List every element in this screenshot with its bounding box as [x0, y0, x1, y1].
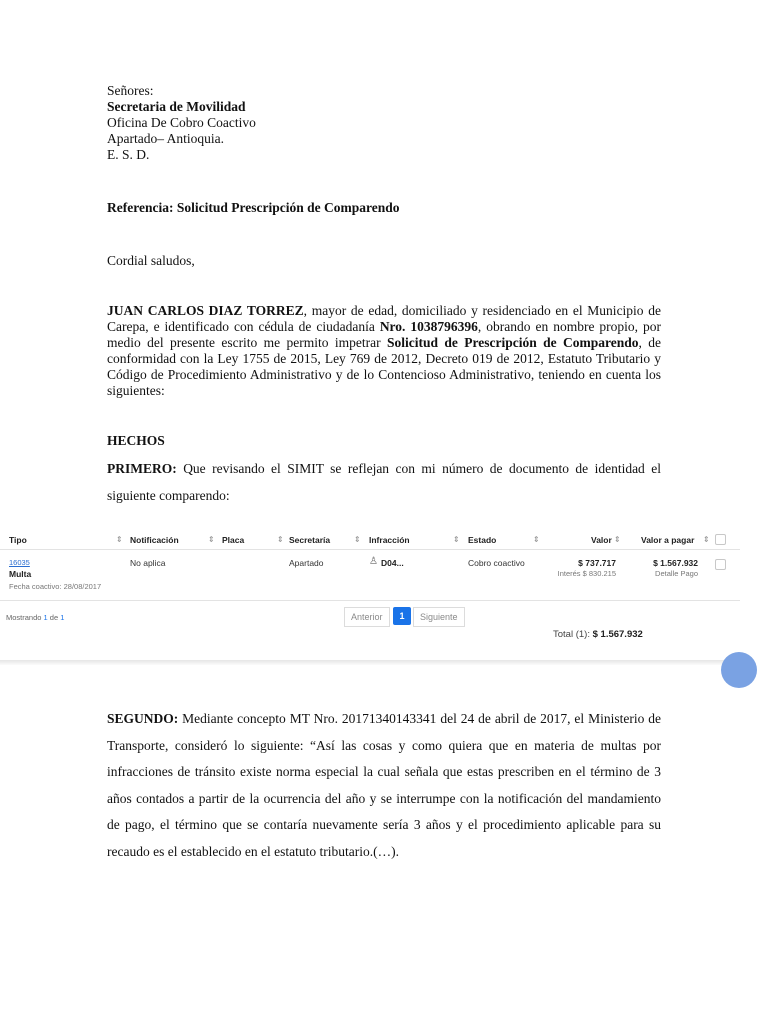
sort-icon[interactable]: ⇕	[453, 535, 460, 544]
comparendo-link[interactable]: 16035	[9, 558, 30, 567]
showing-prefix: Mostrando	[6, 613, 44, 622]
pager-page-button[interactable]: 1	[393, 607, 411, 625]
simit-table	[0, 521, 740, 661]
row-secretaria: Apartado	[289, 558, 324, 568]
col-estado[interactable]: Estado	[468, 535, 497, 545]
intro-text-2: , obrando en nombre propio, por medio del presente escrito me permito impetrar	[107, 319, 661, 350]
sort-icon[interactable]: ⇕	[354, 535, 361, 544]
recipient-office: Oficina De Cobro Coactivo	[107, 115, 256, 130]
recipient-city: Apartado– Antioquia.	[107, 131, 224, 146]
table-total	[553, 629, 643, 640]
reference-line	[107, 200, 661, 216]
row-notificacion: No aplica	[130, 558, 166, 568]
sort-icon[interactable]: ⇕	[277, 535, 284, 544]
reference-text: : Solicitud Prescripción de Comparendo	[168, 200, 400, 215]
row-valor: $ 737.717	[578, 558, 616, 568]
col-valor[interactable]: Valor	[591, 535, 612, 545]
sort-icon[interactable]: ⇕	[208, 535, 215, 544]
intro-paragraph	[107, 303, 661, 399]
row-estado: Cobro coactivo	[468, 558, 525, 568]
sort-icon[interactable]: ⇕	[533, 535, 540, 544]
table-bottom-border	[0, 660, 740, 665]
row-interes: Interés $ 830.215	[557, 569, 616, 578]
col-notificacion[interactable]: Notificación	[130, 535, 179, 545]
intro-text-1: , mayor de edad, domiciliado y residenciado en el Municipio de Carepa, e identificado con cédula de ciudadanía	[107, 303, 661, 334]
sort-icon[interactable]: ⇕	[614, 535, 621, 544]
floating-action-button[interactable]	[721, 652, 757, 688]
salutation: Señores:	[107, 83, 154, 98]
total-label: Total (1):	[553, 629, 593, 640]
pager-prev-button[interactable]: Anterior	[344, 607, 390, 627]
row-fecha-coactivo: Fecha coactivo: 28/08/2017	[9, 582, 102, 591]
fact-one-label: PRIMERO:	[107, 461, 177, 476]
col-tipo[interactable]: Tipo	[9, 535, 27, 545]
petitioner-name: JUAN CARLOS DIAZ TORREZ	[107, 303, 304, 318]
row-valor-pagar: $ 1.567.932	[653, 558, 698, 568]
showing-mid: de	[47, 613, 61, 622]
sort-icon[interactable]: ⇕	[116, 535, 123, 544]
row-checkbox[interactable]	[715, 559, 726, 570]
facts-heading: HECHOS	[107, 433, 165, 448]
fact-two	[107, 706, 661, 866]
col-placa[interactable]: Placa	[222, 535, 245, 545]
total-value: $ 1.567.932	[592, 629, 643, 640]
recipient-entity: Secretaria de Movilidad	[107, 99, 246, 114]
request-title: Solicitud de Prescripción de Comparendo	[387, 335, 639, 350]
row-infraccion[interactable]: D04...	[381, 558, 404, 568]
greeting: Cordial saludos,	[107, 253, 195, 268]
reference-label: Referencia	[107, 200, 169, 215]
col-infraccion[interactable]: Infracción	[369, 535, 410, 545]
recipient-esd: E. S. D.	[107, 147, 150, 162]
fact-two-text: Mediante concepto MT Nro. 20171340143341 del 24 de abril de 2017, el Ministerio de Transporte, consideró lo siguiente: “Así las cosas y como quiera que en materia de multas por infracciones de tránsito existe norma especial la cual señala que estas prescriben en el término de 3 años contados a partir de la ocurrencia del año y se interrumpe con la notificación del mandamiento de pago, el término que se contaría nuevamente sería 3 años y el procedimiento aplicable para su recaudo es el establecido en el estatuto tributario.(…).	[107, 711, 661, 859]
col-secretaria[interactable]: Secretaría	[289, 535, 331, 545]
fact-two-label: SEGUNDO:	[107, 711, 179, 726]
petitioner-id: Nro. 1038796396	[379, 319, 478, 334]
row-divider	[0, 600, 740, 601]
row-tipo: Multa	[9, 569, 32, 579]
fact-one-text: Que revisando el SIMIT se reflejan con mi número de documento de identidad el siguiente comparendo:	[107, 461, 661, 503]
showing-from: 1	[43, 613, 48, 622]
detalle-pago-link[interactable]: Detalle Pago	[655, 569, 698, 578]
person-icon: ♙	[369, 556, 378, 567]
showing-to: 1	[60, 613, 65, 622]
select-all-checkbox[interactable]	[715, 534, 726, 545]
col-valor-pagar[interactable]: Valor a pagar	[641, 535, 695, 545]
pager-next-button[interactable]: Siguiente	[413, 607, 465, 627]
fact-one	[107, 455, 661, 509]
intro-text-3: , de conformidad con la Ley 1755 de 2015, Ley 769 de 2012, Decreto 019 de 2012, Estatuto Tributario y Código de Procedimiento Administrativo y de lo Contencioso Administrativo, teniendo en cuenta los siguientes:	[107, 335, 662, 398]
showing-count	[6, 613, 64, 622]
letter-header	[107, 83, 661, 163]
sort-icon[interactable]: ⇕	[703, 535, 710, 544]
header-divider	[0, 549, 740, 550]
